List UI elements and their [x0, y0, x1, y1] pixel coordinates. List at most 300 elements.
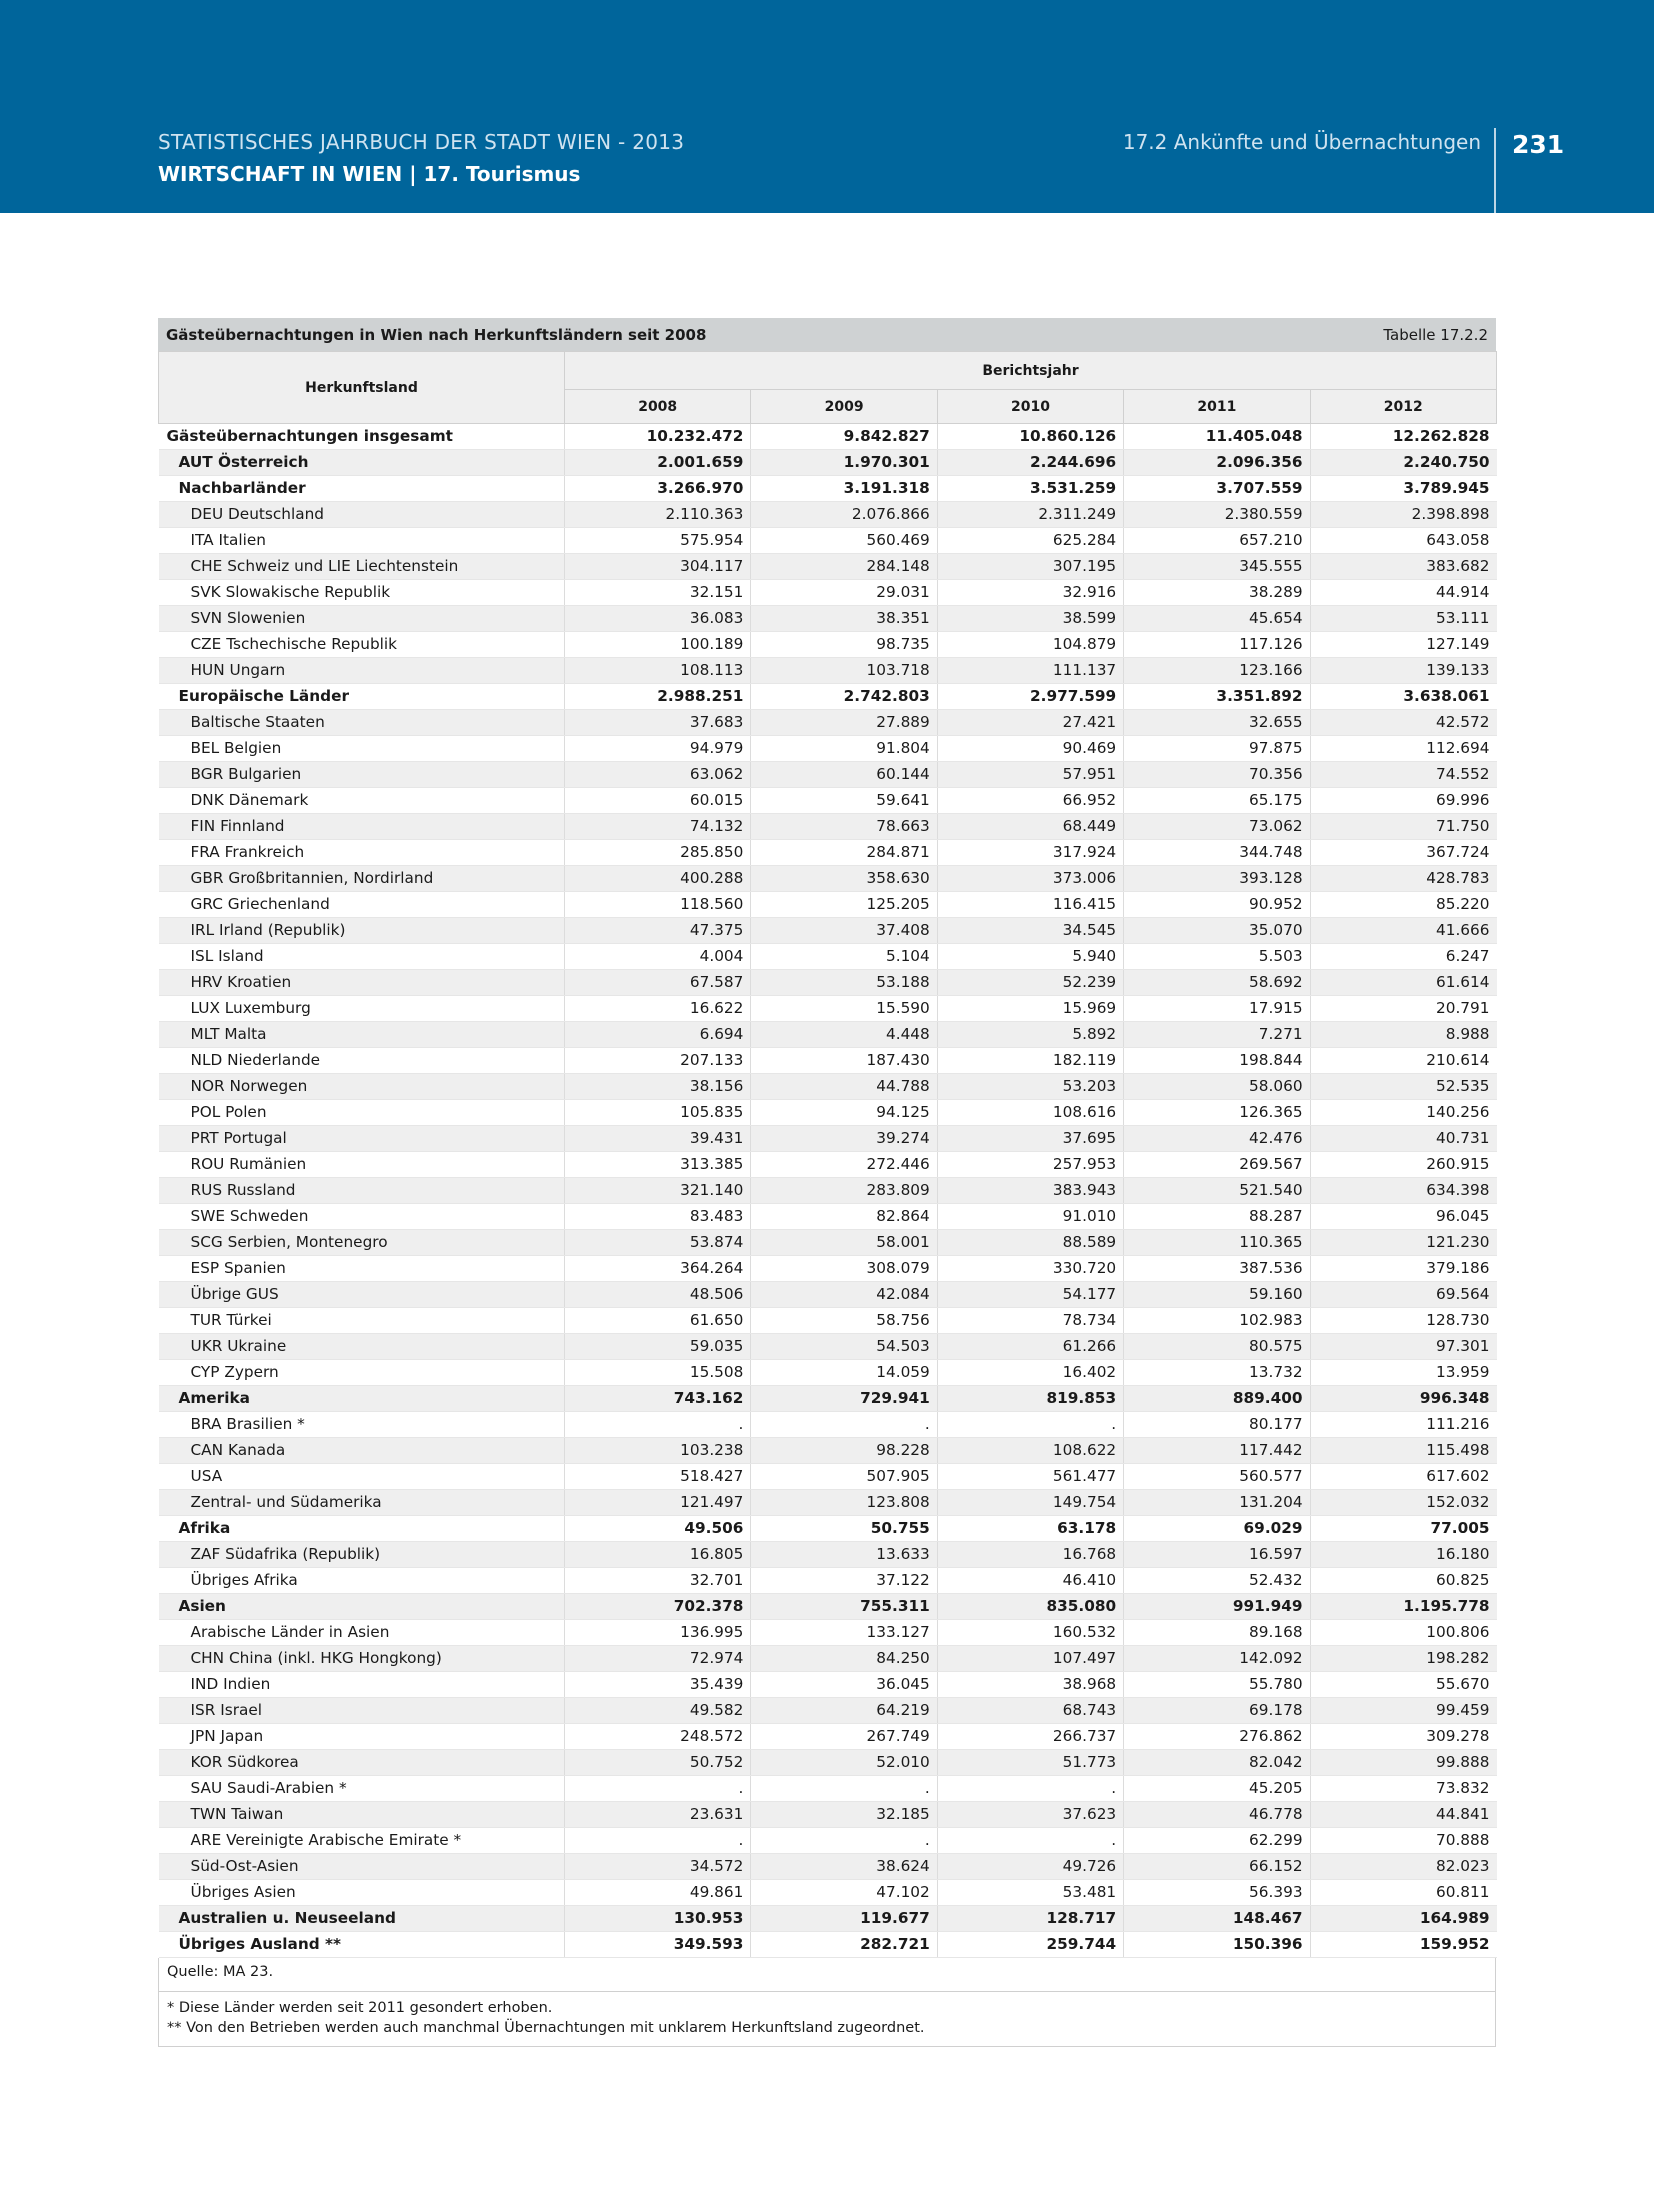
row-label: NOR Norwegen — [159, 1074, 565, 1100]
cell-value: . — [565, 1828, 751, 1854]
cell-value: 52.010 — [751, 1750, 937, 1776]
cell-value: 44.788 — [751, 1074, 937, 1100]
cell-value: 657.210 — [1124, 528, 1310, 554]
cell-value: 69.564 — [1310, 1282, 1496, 1308]
cell-value: 283.809 — [751, 1178, 937, 1204]
row-label: TWN Taiwan — [159, 1802, 565, 1828]
cell-value: 125.205 — [751, 892, 937, 918]
cell-value: 14.059 — [751, 1360, 937, 1386]
cell-value: 13.732 — [1124, 1360, 1310, 1386]
cell-value: 5.892 — [937, 1022, 1123, 1048]
cell-value: 97.875 — [1124, 736, 1310, 762]
cell-value: 69.029 — [1124, 1516, 1310, 1542]
cell-value: 182.119 — [937, 1048, 1123, 1074]
row-label: Zentral- und Südamerika — [159, 1490, 565, 1516]
row-label: ISR Israel — [159, 1698, 565, 1724]
cell-value: 308.079 — [751, 1256, 937, 1282]
cell-value: 136.995 — [565, 1620, 751, 1646]
row-label: BRA Brasilien * — [159, 1412, 565, 1438]
row-label: SAU Saudi-Arabien * — [159, 1776, 565, 1802]
cell-value: 61.266 — [937, 1334, 1123, 1360]
cell-value: 49.506 — [565, 1516, 751, 1542]
table-row — [159, 1204, 1497, 1230]
table-row — [159, 606, 1497, 632]
cell-value: 367.724 — [1310, 840, 1496, 866]
cell-value: 42.084 — [751, 1282, 937, 1308]
cell-value: 35.439 — [565, 1672, 751, 1698]
row-label: Gästeübernachtungen insgesamt — [159, 424, 565, 450]
row-label: Afrika — [159, 1516, 565, 1542]
cell-value: 36.083 — [565, 606, 751, 632]
cell-value: 90.469 — [937, 736, 1123, 762]
table-row — [159, 658, 1497, 684]
table-row — [159, 424, 1497, 450]
column-header-year: 2012 — [1310, 390, 1496, 424]
table-row — [159, 1282, 1497, 1308]
row-label: Süd-Ost-Asien — [159, 1854, 565, 1880]
cell-value: 400.288 — [565, 866, 751, 892]
table-row — [159, 684, 1497, 710]
table-row — [159, 1048, 1497, 1074]
cell-value: 83.483 — [565, 1204, 751, 1230]
cell-value: 82.023 — [1310, 1854, 1496, 1880]
table-row — [159, 1620, 1497, 1646]
cell-value: 6.694 — [565, 1022, 751, 1048]
cell-value: 59.160 — [1124, 1282, 1310, 1308]
cell-value: 321.140 — [565, 1178, 751, 1204]
cell-value: 73.832 — [1310, 1776, 1496, 1802]
cell-value: 121.230 — [1310, 1230, 1496, 1256]
cell-value: 68.743 — [937, 1698, 1123, 1724]
cell-value: 259.744 — [937, 1932, 1123, 1958]
cell-value: 2.110.363 — [565, 502, 751, 528]
cell-value: 57.951 — [937, 762, 1123, 788]
cell-value: 625.284 — [937, 528, 1123, 554]
table-body — [159, 424, 1497, 1958]
row-label: ARE Vereinigte Arabische Emirate * — [159, 1828, 565, 1854]
cell-value: 358.630 — [751, 866, 937, 892]
cell-value: 2.076.866 — [751, 502, 937, 528]
cell-value: 89.168 — [1124, 1620, 1310, 1646]
cell-value: 284.871 — [751, 840, 937, 866]
cell-value: 103.238 — [565, 1438, 751, 1464]
cell-value: 82.042 — [1124, 1750, 1310, 1776]
cell-value: 560.469 — [751, 528, 937, 554]
cell-value: 257.953 — [937, 1152, 1123, 1178]
row-label: BEL Belgien — [159, 736, 565, 762]
cell-value: 100.806 — [1310, 1620, 1496, 1646]
cell-value: 507.905 — [751, 1464, 937, 1490]
cell-value: . — [751, 1412, 937, 1438]
cell-value: 819.853 — [937, 1386, 1123, 1412]
row-label: KOR Südkorea — [159, 1750, 565, 1776]
cell-value: 42.572 — [1310, 710, 1496, 736]
row-label: Übrige GUS — [159, 1282, 565, 1308]
cell-value: 60.144 — [751, 762, 937, 788]
table-row — [159, 1932, 1497, 1958]
cell-value: 123.808 — [751, 1490, 937, 1516]
cell-value: 3.266.970 — [565, 476, 751, 502]
cell-value: 317.924 — [937, 840, 1123, 866]
row-label: Australien u. Neuseeland — [159, 1906, 565, 1932]
cell-value: 85.220 — [1310, 892, 1496, 918]
cell-value: 131.204 — [1124, 1490, 1310, 1516]
cell-value: 50.752 — [565, 1750, 751, 1776]
table-row — [159, 996, 1497, 1022]
header-divider — [1494, 128, 1496, 213]
cell-value: 15.508 — [565, 1360, 751, 1386]
cell-value: 13.959 — [1310, 1360, 1496, 1386]
cell-value: 38.351 — [751, 606, 937, 632]
row-label: NLD Niederlande — [159, 1048, 565, 1074]
cell-value: 52.535 — [1310, 1074, 1496, 1100]
cell-value: 2.001.659 — [565, 450, 751, 476]
cell-value: 267.749 — [751, 1724, 937, 1750]
cell-value: 130.953 — [565, 1906, 751, 1932]
cell-value: 78.734 — [937, 1308, 1123, 1334]
cell-value: 123.166 — [1124, 658, 1310, 684]
cell-value: 68.449 — [937, 814, 1123, 840]
cell-value: 269.567 — [1124, 1152, 1310, 1178]
row-label: MLT Malta — [159, 1022, 565, 1048]
cell-value: 5.940 — [937, 944, 1123, 970]
cell-value: 66.152 — [1124, 1854, 1310, 1880]
cell-value: 3.638.061 — [1310, 684, 1496, 710]
table-row — [159, 970, 1497, 996]
cell-value: 383.682 — [1310, 554, 1496, 580]
table-row — [159, 476, 1497, 502]
cell-value: 116.415 — [937, 892, 1123, 918]
row-label: ESP Spanien — [159, 1256, 565, 1282]
cell-value: 307.195 — [937, 554, 1123, 580]
cell-value: 13.633 — [751, 1542, 937, 1568]
row-label: HUN Ungarn — [159, 658, 565, 684]
cell-value: 9.842.827 — [751, 424, 937, 450]
cell-value: 65.175 — [1124, 788, 1310, 814]
cell-value: 104.879 — [937, 632, 1123, 658]
cell-value: 2.240.750 — [1310, 450, 1496, 476]
table-notes — [158, 1958, 1496, 2047]
row-label: Asien — [159, 1594, 565, 1620]
cell-value: 55.780 — [1124, 1672, 1310, 1698]
cell-value: 32.655 — [1124, 710, 1310, 736]
table-row — [159, 1412, 1497, 1438]
statistics-table-panel — [158, 318, 1496, 2047]
cell-value: 38.289 — [1124, 580, 1310, 606]
row-label: BGR Bulgarien — [159, 762, 565, 788]
cell-value: 198.282 — [1310, 1646, 1496, 1672]
table-row — [159, 1854, 1497, 1880]
cell-value: 755.311 — [751, 1594, 937, 1620]
cell-value: 90.952 — [1124, 892, 1310, 918]
cell-value: 991.949 — [1124, 1594, 1310, 1620]
cell-value: 5.503 — [1124, 944, 1310, 970]
cell-value: 82.864 — [751, 1204, 937, 1230]
cell-value: 702.378 — [565, 1594, 751, 1620]
cell-value: 96.045 — [1310, 1204, 1496, 1230]
cell-value: 10.232.472 — [565, 424, 751, 450]
cell-value: 38.968 — [937, 1672, 1123, 1698]
row-label: IRL Irland (Republik) — [159, 918, 565, 944]
cell-value: 72.974 — [565, 1646, 751, 1672]
cell-value: 44.914 — [1310, 580, 1496, 606]
cell-value: 150.396 — [1124, 1932, 1310, 1958]
cell-value: 36.045 — [751, 1672, 937, 1698]
cell-value: 272.446 — [751, 1152, 937, 1178]
row-label: Übriges Ausland ** — [159, 1932, 565, 1958]
row-label: FIN Finnland — [159, 814, 565, 840]
cell-value: 53.111 — [1310, 606, 1496, 632]
cell-value: 61.614 — [1310, 970, 1496, 996]
table-row — [159, 1074, 1497, 1100]
cell-value: . — [937, 1828, 1123, 1854]
cell-value: 73.062 — [1124, 814, 1310, 840]
cell-value: 54.177 — [937, 1282, 1123, 1308]
cell-value: 34.572 — [565, 1854, 751, 1880]
cell-value: 3.191.318 — [751, 476, 937, 502]
table-row — [159, 632, 1497, 658]
cell-value: 70.356 — [1124, 762, 1310, 788]
cell-value: 53.481 — [937, 1880, 1123, 1906]
cell-value: 560.577 — [1124, 1464, 1310, 1490]
table-row — [159, 1490, 1497, 1516]
row-label: POL Polen — [159, 1100, 565, 1126]
cell-value: . — [565, 1776, 751, 1802]
cell-value: 54.503 — [751, 1334, 937, 1360]
cell-value: 46.410 — [937, 1568, 1123, 1594]
cell-value: 561.477 — [937, 1464, 1123, 1490]
row-label: CHN China (inkl. HKG Hongkong) — [159, 1646, 565, 1672]
cell-value: 428.783 — [1310, 866, 1496, 892]
row-label: PRT Portugal — [159, 1126, 565, 1152]
cell-value: 3.351.892 — [1124, 684, 1310, 710]
row-label: JPN Japan — [159, 1724, 565, 1750]
row-label: Amerika — [159, 1386, 565, 1412]
table-row — [159, 1724, 1497, 1750]
cell-value: 39.274 — [751, 1126, 937, 1152]
cell-value: 729.941 — [751, 1386, 937, 1412]
cell-value: 37.122 — [751, 1568, 937, 1594]
table-row — [159, 1594, 1497, 1620]
cell-value: 70.888 — [1310, 1828, 1496, 1854]
column-header-year: 2010 — [937, 390, 1123, 424]
cell-value: 77.005 — [1310, 1516, 1496, 1542]
footnote: ** Von den Betrieben werden auch manchmal Übernachtungen mit unklarem Herkunftsland zugeordnet. — [167, 2020, 925, 2036]
cell-value: 128.730 — [1310, 1308, 1496, 1334]
cell-value: 2.977.599 — [937, 684, 1123, 710]
cell-value: 27.421 — [937, 710, 1123, 736]
cell-value: 276.862 — [1124, 1724, 1310, 1750]
cell-value: 49.726 — [937, 1854, 1123, 1880]
cell-value: 74.552 — [1310, 762, 1496, 788]
cell-value: 16.768 — [937, 1542, 1123, 1568]
cell-value: 80.575 — [1124, 1334, 1310, 1360]
cell-value: 210.614 — [1310, 1048, 1496, 1074]
cell-value: 42.476 — [1124, 1126, 1310, 1152]
cell-value: 160.532 — [937, 1620, 1123, 1646]
cell-value: 15.590 — [751, 996, 937, 1022]
cell-value: 58.692 — [1124, 970, 1310, 996]
cell-value: 11.405.048 — [1124, 424, 1310, 450]
cell-value: 38.599 — [937, 606, 1123, 632]
cell-value: 111.216 — [1310, 1412, 1496, 1438]
cell-value: 133.127 — [751, 1620, 937, 1646]
cell-value: 48.506 — [565, 1282, 751, 1308]
cell-value: 139.133 — [1310, 658, 1496, 684]
cell-value: 12.262.828 — [1310, 424, 1496, 450]
table-row — [159, 450, 1497, 476]
row-label: RUS Russland — [159, 1178, 565, 1204]
cell-value: 45.205 — [1124, 1776, 1310, 1802]
column-header-year: 2008 — [565, 390, 751, 424]
cell-value: . — [937, 1412, 1123, 1438]
table-row — [159, 1542, 1497, 1568]
cell-value: 364.264 — [565, 1256, 751, 1282]
table-row — [159, 1230, 1497, 1256]
cell-value: 128.717 — [937, 1906, 1123, 1932]
cell-value: 2.244.696 — [937, 450, 1123, 476]
table-row — [159, 892, 1497, 918]
cell-value: 84.250 — [751, 1646, 937, 1672]
header-banner — [0, 0, 1654, 213]
cell-value: 152.032 — [1310, 1490, 1496, 1516]
row-label: LUX Luxemburg — [159, 996, 565, 1022]
cell-value: 110.365 — [1124, 1230, 1310, 1256]
cell-value: 373.006 — [937, 866, 1123, 892]
cell-value: 121.497 — [565, 1490, 751, 1516]
cell-value: . — [937, 1776, 1123, 1802]
table-row — [159, 814, 1497, 840]
row-label: Europäische Länder — [159, 684, 565, 710]
cell-value: 108.616 — [937, 1100, 1123, 1126]
cell-value: 140.256 — [1310, 1100, 1496, 1126]
row-label: CYP Zypern — [159, 1360, 565, 1386]
table-row — [159, 1178, 1497, 1204]
column-header-year: 2009 — [751, 390, 937, 424]
row-label: UKR Ukraine — [159, 1334, 565, 1360]
table-row — [159, 710, 1497, 736]
cell-value: 64.219 — [751, 1698, 937, 1724]
cell-value: 63.178 — [937, 1516, 1123, 1542]
cell-value: 521.540 — [1124, 1178, 1310, 1204]
cell-value: 345.555 — [1124, 554, 1310, 580]
cell-value: 617.602 — [1310, 1464, 1496, 1490]
cell-value: 15.969 — [937, 996, 1123, 1022]
cell-value: 32.701 — [565, 1568, 751, 1594]
cell-value: 38.624 — [751, 1854, 937, 1880]
cell-value: 126.365 — [1124, 1100, 1310, 1126]
cell-value: 349.593 — [565, 1932, 751, 1958]
cell-value: 304.117 — [565, 554, 751, 580]
cell-value: 149.754 — [937, 1490, 1123, 1516]
cell-value: 78.663 — [751, 814, 937, 840]
cell-value: 39.431 — [565, 1126, 751, 1152]
cell-value: 309.278 — [1310, 1724, 1496, 1750]
table-number: Tabelle 17.2.2 — [1383, 325, 1488, 344]
footnote: * Diese Länder werden seit 2011 gesondert erhoben. — [167, 2000, 553, 2016]
cell-value: . — [751, 1776, 937, 1802]
cell-value: 52.432 — [1124, 1568, 1310, 1594]
table-row — [159, 1438, 1497, 1464]
cell-value: 16.402 — [937, 1360, 1123, 1386]
row-label: SWE Schweden — [159, 1204, 565, 1230]
table-row — [159, 1464, 1497, 1490]
cell-value: 47.375 — [565, 918, 751, 944]
cell-value: 62.299 — [1124, 1828, 1310, 1854]
cell-value: 34.545 — [937, 918, 1123, 944]
column-header-group: Berichtsjahr — [565, 352, 1497, 390]
cell-value: 98.228 — [751, 1438, 937, 1464]
table-row — [159, 1880, 1497, 1906]
cell-value: 32.916 — [937, 580, 1123, 606]
cell-value: 159.952 — [1310, 1932, 1496, 1958]
table-row — [159, 736, 1497, 762]
row-label: AUT Österreich — [159, 450, 565, 476]
table-row — [159, 1308, 1497, 1334]
table-row — [159, 1360, 1497, 1386]
table-row — [159, 788, 1497, 814]
cell-value: 107.497 — [937, 1646, 1123, 1672]
table-row — [159, 1750, 1497, 1776]
table-row — [159, 502, 1497, 528]
row-label: ITA Italien — [159, 528, 565, 554]
cell-value: 91.804 — [751, 736, 937, 762]
row-label: DNK Dänemark — [159, 788, 565, 814]
cell-value: 889.400 — [1124, 1386, 1310, 1412]
cell-value: 51.773 — [937, 1750, 1123, 1776]
data-table — [158, 351, 1497, 1958]
cell-value: 2.742.803 — [751, 684, 937, 710]
cell-value: 74.132 — [565, 814, 751, 840]
table-row — [159, 1334, 1497, 1360]
cell-value: 282.721 — [751, 1932, 937, 1958]
row-label: IND Indien — [159, 1672, 565, 1698]
cell-value: 187.430 — [751, 1048, 937, 1074]
cell-value: . — [565, 1412, 751, 1438]
cell-value: 97.301 — [1310, 1334, 1496, 1360]
cell-value: 59.641 — [751, 788, 937, 814]
cell-value: . — [751, 1828, 937, 1854]
row-label: ISL Island — [159, 944, 565, 970]
cell-value: 117.442 — [1124, 1438, 1310, 1464]
cell-value: 148.467 — [1124, 1906, 1310, 1932]
table-row — [159, 1802, 1497, 1828]
table-row — [159, 1568, 1497, 1594]
cell-value: 3.707.559 — [1124, 476, 1310, 502]
cell-value: 94.979 — [565, 736, 751, 762]
cell-value: 260.915 — [1310, 1152, 1496, 1178]
cell-value: 41.666 — [1310, 918, 1496, 944]
cell-value: 16.622 — [565, 996, 751, 1022]
table-row — [159, 1906, 1497, 1932]
cell-value: 71.750 — [1310, 814, 1496, 840]
cell-value: 45.654 — [1124, 606, 1310, 632]
table-row — [159, 1256, 1497, 1282]
cell-value: 198.844 — [1124, 1048, 1310, 1074]
cell-value: 58.060 — [1124, 1074, 1310, 1100]
cell-value: 7.271 — [1124, 1022, 1310, 1048]
cell-value: 88.589 — [937, 1230, 1123, 1256]
cell-value: 44.841 — [1310, 1802, 1496, 1828]
cell-value: 46.778 — [1124, 1802, 1310, 1828]
row-label: CZE Tschechische Republik — [159, 632, 565, 658]
row-label: SVN Slowenien — [159, 606, 565, 632]
cell-value: 98.735 — [751, 632, 937, 658]
cell-value: 53.188 — [751, 970, 937, 996]
table-row — [159, 1646, 1497, 1672]
cell-value: 2.398.898 — [1310, 502, 1496, 528]
row-label: GRC Griechenland — [159, 892, 565, 918]
